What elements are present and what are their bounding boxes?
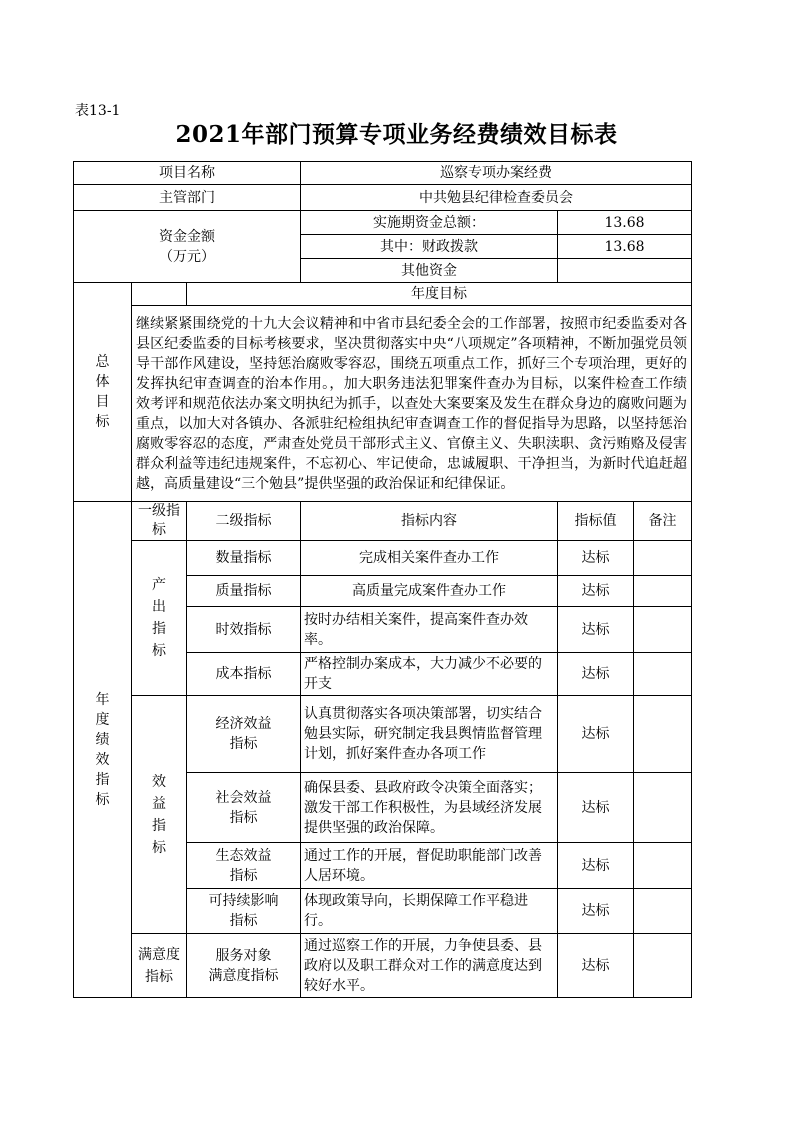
indicator-name: 成本指标 bbox=[187, 653, 301, 696]
indicator-content: 认真贯彻落实各项决策部署，切实结合勉县实际，研究制定我县舆情监督管理计划，抓好案件查办各项工作 bbox=[301, 696, 558, 773]
indicator-value: 达标 bbox=[558, 843, 634, 889]
indicator-value: 达标 bbox=[558, 889, 634, 934]
indicator-header-row bbox=[74, 502, 692, 541]
indicator-value: 达标 bbox=[558, 653, 634, 696]
dept-label: 主管部门 bbox=[74, 185, 301, 211]
performance-table bbox=[73, 161, 692, 998]
indicator-content: 严格控制办案成本，大力减少不必要的开支 bbox=[301, 653, 558, 696]
indicator-name: 可持续影响 指标 bbox=[187, 889, 301, 934]
funds-fiscal-value: 13.68 bbox=[558, 235, 692, 259]
indicator-note bbox=[634, 541, 692, 576]
project-row bbox=[74, 162, 692, 185]
indicator-value: 达标 bbox=[558, 607, 634, 653]
dept-value: 中共勉县纪律检查委员会 bbox=[301, 185, 692, 211]
indicator-note bbox=[634, 607, 692, 653]
annual-goal-header-row bbox=[74, 283, 692, 306]
group-label-output: 产 出 指 标 bbox=[132, 541, 187, 696]
indicator-note bbox=[634, 889, 692, 934]
document-code: 表13-1 bbox=[75, 103, 121, 119]
indicator-name: 服务对象 满意度指标 bbox=[187, 934, 301, 998]
header-level2: 二级指标 bbox=[187, 502, 301, 541]
indicator-content: 通过巡察工作的开展，力争使县委、县政府以及职工群众对工作的满意度达到较好水平。 bbox=[301, 934, 558, 998]
project-value: 巡察专项办案经费 bbox=[301, 162, 692, 185]
indicator-note bbox=[634, 773, 692, 843]
indicator-value: 达标 bbox=[558, 934, 634, 998]
funds-row bbox=[74, 211, 692, 235]
indicator-row bbox=[74, 934, 692, 998]
header-level1: 一级指 标 bbox=[132, 502, 187, 541]
indicator-name: 质量指标 bbox=[187, 576, 301, 607]
indicator-name: 数量指标 bbox=[187, 541, 301, 576]
project-label: 项目名称 bbox=[74, 162, 301, 185]
indicator-name: 经济效益 指标 bbox=[187, 696, 301, 773]
header-note: 备注 bbox=[634, 502, 692, 541]
indicator-value: 达标 bbox=[558, 576, 634, 607]
indicator-note bbox=[634, 934, 692, 998]
header-value: 指标值 bbox=[558, 502, 634, 541]
indicator-value: 达标 bbox=[558, 773, 634, 843]
indicator-row bbox=[74, 541, 692, 576]
indicator-note bbox=[634, 653, 692, 696]
indicator-value: 达标 bbox=[558, 696, 634, 773]
indicator-content: 高质量完成案件查办工作 bbox=[301, 576, 558, 607]
annual-goal-row bbox=[74, 306, 692, 502]
indicator-value: 达标 bbox=[558, 541, 634, 576]
indicator-content: 完成相关案件查办工作 bbox=[301, 541, 558, 576]
header-content: 指标内容 bbox=[301, 502, 558, 541]
dept-row bbox=[74, 185, 692, 211]
indicator-name: 社会效益 指标 bbox=[187, 773, 301, 843]
indicator-note bbox=[634, 576, 692, 607]
indicator-content: 通过工作的开展，督促助职能部门改善人居环境。 bbox=[301, 843, 558, 889]
annual-perf-label: 年 度 绩 效 指 标 bbox=[74, 502, 132, 998]
indicator-content: 按时办结相关案件，提高案件查办效率。 bbox=[301, 607, 558, 653]
group-label-satisfaction: 满意度 指标 bbox=[132, 934, 187, 998]
funds-total-label: 实施期资金总额： bbox=[301, 211, 558, 235]
funds-other-value bbox=[558, 259, 692, 283]
indicator-note bbox=[634, 696, 692, 773]
page-title: 2021年部门预算专项业务经费绩效目标表 bbox=[175, 121, 618, 148]
funds-label: 资金金额 （万元） bbox=[74, 211, 301, 283]
group-label-benefit: 效 益 指 标 bbox=[132, 696, 187, 934]
indicator-note bbox=[634, 843, 692, 889]
indicator-name: 时效指标 bbox=[187, 607, 301, 653]
overall-goal-label: 总 体 目 标 bbox=[74, 283, 132, 502]
indicator-name: 生态效益 指标 bbox=[187, 843, 301, 889]
indicator-content: 体现政策导向，长期保障工作平稳进行。 bbox=[301, 889, 558, 934]
funds-other-label: 其他资金 bbox=[301, 259, 558, 283]
funds-total-value: 13.68 bbox=[558, 211, 692, 235]
indicator-content: 确保县委、县政府政令决策全面落实；激发干部工作积极性，为县域经济发展提供坚强的政治保障。 bbox=[301, 773, 558, 843]
annual-goal-label: 年度目标 bbox=[187, 283, 692, 306]
funds-fiscal-label: 其中：财政拨款 bbox=[301, 235, 558, 259]
indicator-row bbox=[74, 696, 692, 773]
annual-goal-text: 继续紧紧围绕党的十九大会议精神和中省市县纪委全会的工作部署，按照市纪委监委对各县区纪委监委的目标考核要求，坚决贯彻落实中央“八项规定”各项精神，不断加强党员领导干部作风建设，坚持惩治腐败零容忍，围绕五项重点工作，抓好三个专项治理，更好的发挥执纪审查调查的治本作用。，加大职务违法犯罪案件查办为目标，以案件检查工作绩效考评和规范依法办案文明执纪为抓手，以查处大案要案及发生在群众身边的腐败问题为重点，以加大对各镇办、各派驻纪检组执纪审查调查工作的督促指导为思路，以坚持惩治腐败零容忍的态度，严肃查处党员干部形式主义、官僚主义、失职渎职、贪污贿赂及侵害群众利益等违纪违规案件，不忘初心、牢记使命，忠诚履职、干净担当，为新时代追赶超越，高质量建设“三个勉县”提供坚强的政治保证和纪律保证。 bbox=[132, 306, 692, 502]
